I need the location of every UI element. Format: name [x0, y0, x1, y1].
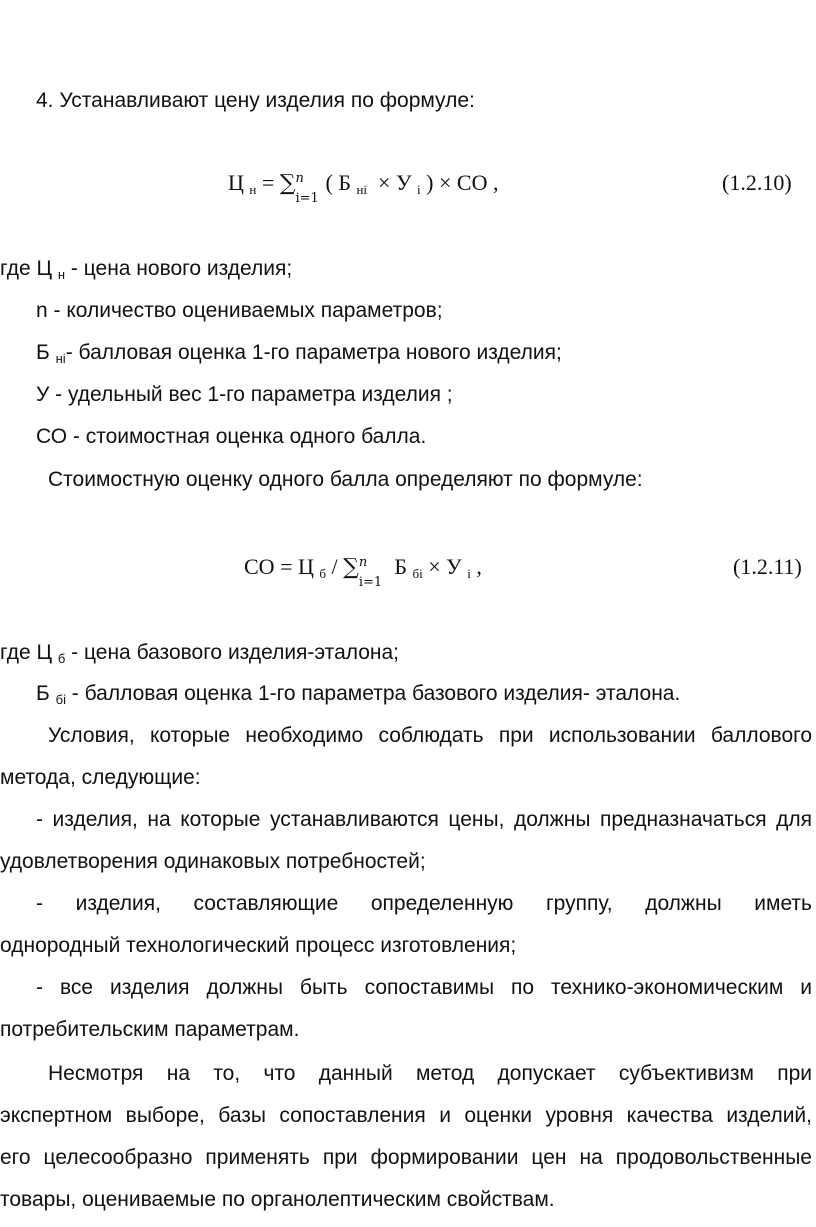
- formula1-u-sub: i: [417, 182, 421, 197]
- definition-weight: У - удельный вес 1-го параметра изделия ;: [36, 383, 453, 406]
- formula1-u: У: [395, 170, 412, 195]
- formula1-times2: ×: [439, 170, 452, 195]
- formula1-lhs: Ц: [228, 170, 244, 195]
- formula1-close-paren: ): [426, 170, 434, 195]
- step-heading: 4. Устанавливают цену изделия по формуле:: [36, 89, 475, 112]
- formula2-equals: =: [280, 554, 293, 579]
- formula1-comma: ,: [492, 170, 499, 195]
- condition-1-line1: - изделия, на которые устанавливаются цены, должны предназначаться для: [36, 808, 812, 831]
- formula1-equals: =: [261, 170, 275, 195]
- formula2-b: Б: [394, 554, 407, 579]
- definition-price-new: [0, 256, 292, 284]
- equation-number-1-2-11: (1.2.11): [733, 554, 802, 579]
- conditions-intro-line2: метода, следующие:: [0, 766, 201, 789]
- condition-3-line2: потребительским параметрам.: [0, 1018, 300, 1041]
- conclusion-line2: экспертном выборе, базы сопоставления и оценки уровня качества изделий,: [0, 1104, 812, 1127]
- def2-1-text: - цена базового изделия-эталона;: [65, 641, 400, 664]
- def2-2-prefix: Б: [36, 682, 50, 705]
- formula2-b-sub: бi: [412, 566, 423, 581]
- formula1-co: СО: [456, 170, 488, 195]
- condition-2-line2: однородный технологический процесс изготовления;: [0, 934, 517, 957]
- formula2-sum-sign: ∑: [343, 555, 359, 580]
- formula1-sum-lower: i=1: [295, 190, 319, 206]
- definition-co: СО - стоимостная оценка одного балла.: [36, 425, 427, 448]
- conclusion-line1: Несмотря на то, что данный метод допускает субъективизм при: [48, 1062, 812, 1085]
- formula2-sum-lower: i=1: [358, 574, 383, 590]
- formula1-b-sub: нi: [356, 182, 368, 197]
- formula2-times: ×: [428, 554, 441, 579]
- formula1-open-paren: (: [325, 170, 333, 195]
- formula2-u-sub: i: [467, 566, 471, 581]
- conclusion-line4: товары, оцениваемые по органолептическим свойствам.: [0, 1188, 555, 1211]
- conclusion-line3: его целесообразно применять при формировании цен на продовольственные: [0, 1146, 812, 1169]
- def3-prefix: Б: [36, 341, 50, 364]
- formula1-lhs-sub: н: [249, 182, 257, 197]
- formula2-co: СО: [244, 554, 275, 579]
- formula2-sum-upper: n: [358, 554, 368, 570]
- def3-sub: нi: [55, 351, 66, 366]
- def1-prefix: где Ц: [0, 257, 53, 280]
- formula2-c-sub: б: [319, 566, 326, 581]
- formula1-sum-sign: ∑: [279, 171, 296, 196]
- formula-1-2-11: [244, 552, 482, 590]
- formula2-c: Ц: [297, 554, 314, 579]
- formula2-slash: /: [331, 554, 338, 579]
- condition-1-line2: удовлетворения одинаковых потребностей;: [0, 850, 426, 873]
- formula1-sum-limits: [295, 170, 326, 206]
- condition-3-line1: - все изделия должны быть сопоставимы по технико-экономическим и: [36, 976, 812, 999]
- def2-1-sub: б: [57, 651, 66, 666]
- definition-price-base: [0, 640, 399, 668]
- formula2-comma: ,: [476, 554, 482, 579]
- definition-score-base: [36, 681, 680, 709]
- intro-formula-2: Стоимостную оценку одного балла определяют по формуле:: [48, 468, 643, 491]
- equation-number-1-2-10: (1.2.10): [722, 170, 792, 195]
- def2-2-text: - балловая оценка 1-го параметра базового изделия- эталона.: [65, 682, 681, 705]
- def3-text: - балловая оценка 1-го параметра нового изделия;: [65, 341, 562, 364]
- formula2-sum-limits: [358, 554, 389, 590]
- def1-text: - цена нового изделия;: [65, 257, 293, 280]
- formula1-b: Б: [338, 170, 351, 195]
- def1-sub: н: [57, 267, 66, 282]
- formula-1-2-10: [228, 168, 499, 206]
- definition-n: n - количество оцениваемых параметров;: [36, 299, 443, 322]
- condition-2-line1: - изделия, составляющие определенную группу, должны иметь: [36, 892, 812, 915]
- conditions-intro-line1: Условия, которые необходимо соблюдать при использовании баллового: [48, 724, 812, 747]
- formula1-sum-upper: n: [295, 170, 304, 186]
- def2-1-prefix: где Ц: [0, 641, 53, 664]
- formula2-u: У: [446, 554, 462, 579]
- definition-score-new: [36, 340, 562, 368]
- formula1-times1: ×: [378, 170, 391, 195]
- def2-2-sub: бi: [55, 692, 66, 707]
